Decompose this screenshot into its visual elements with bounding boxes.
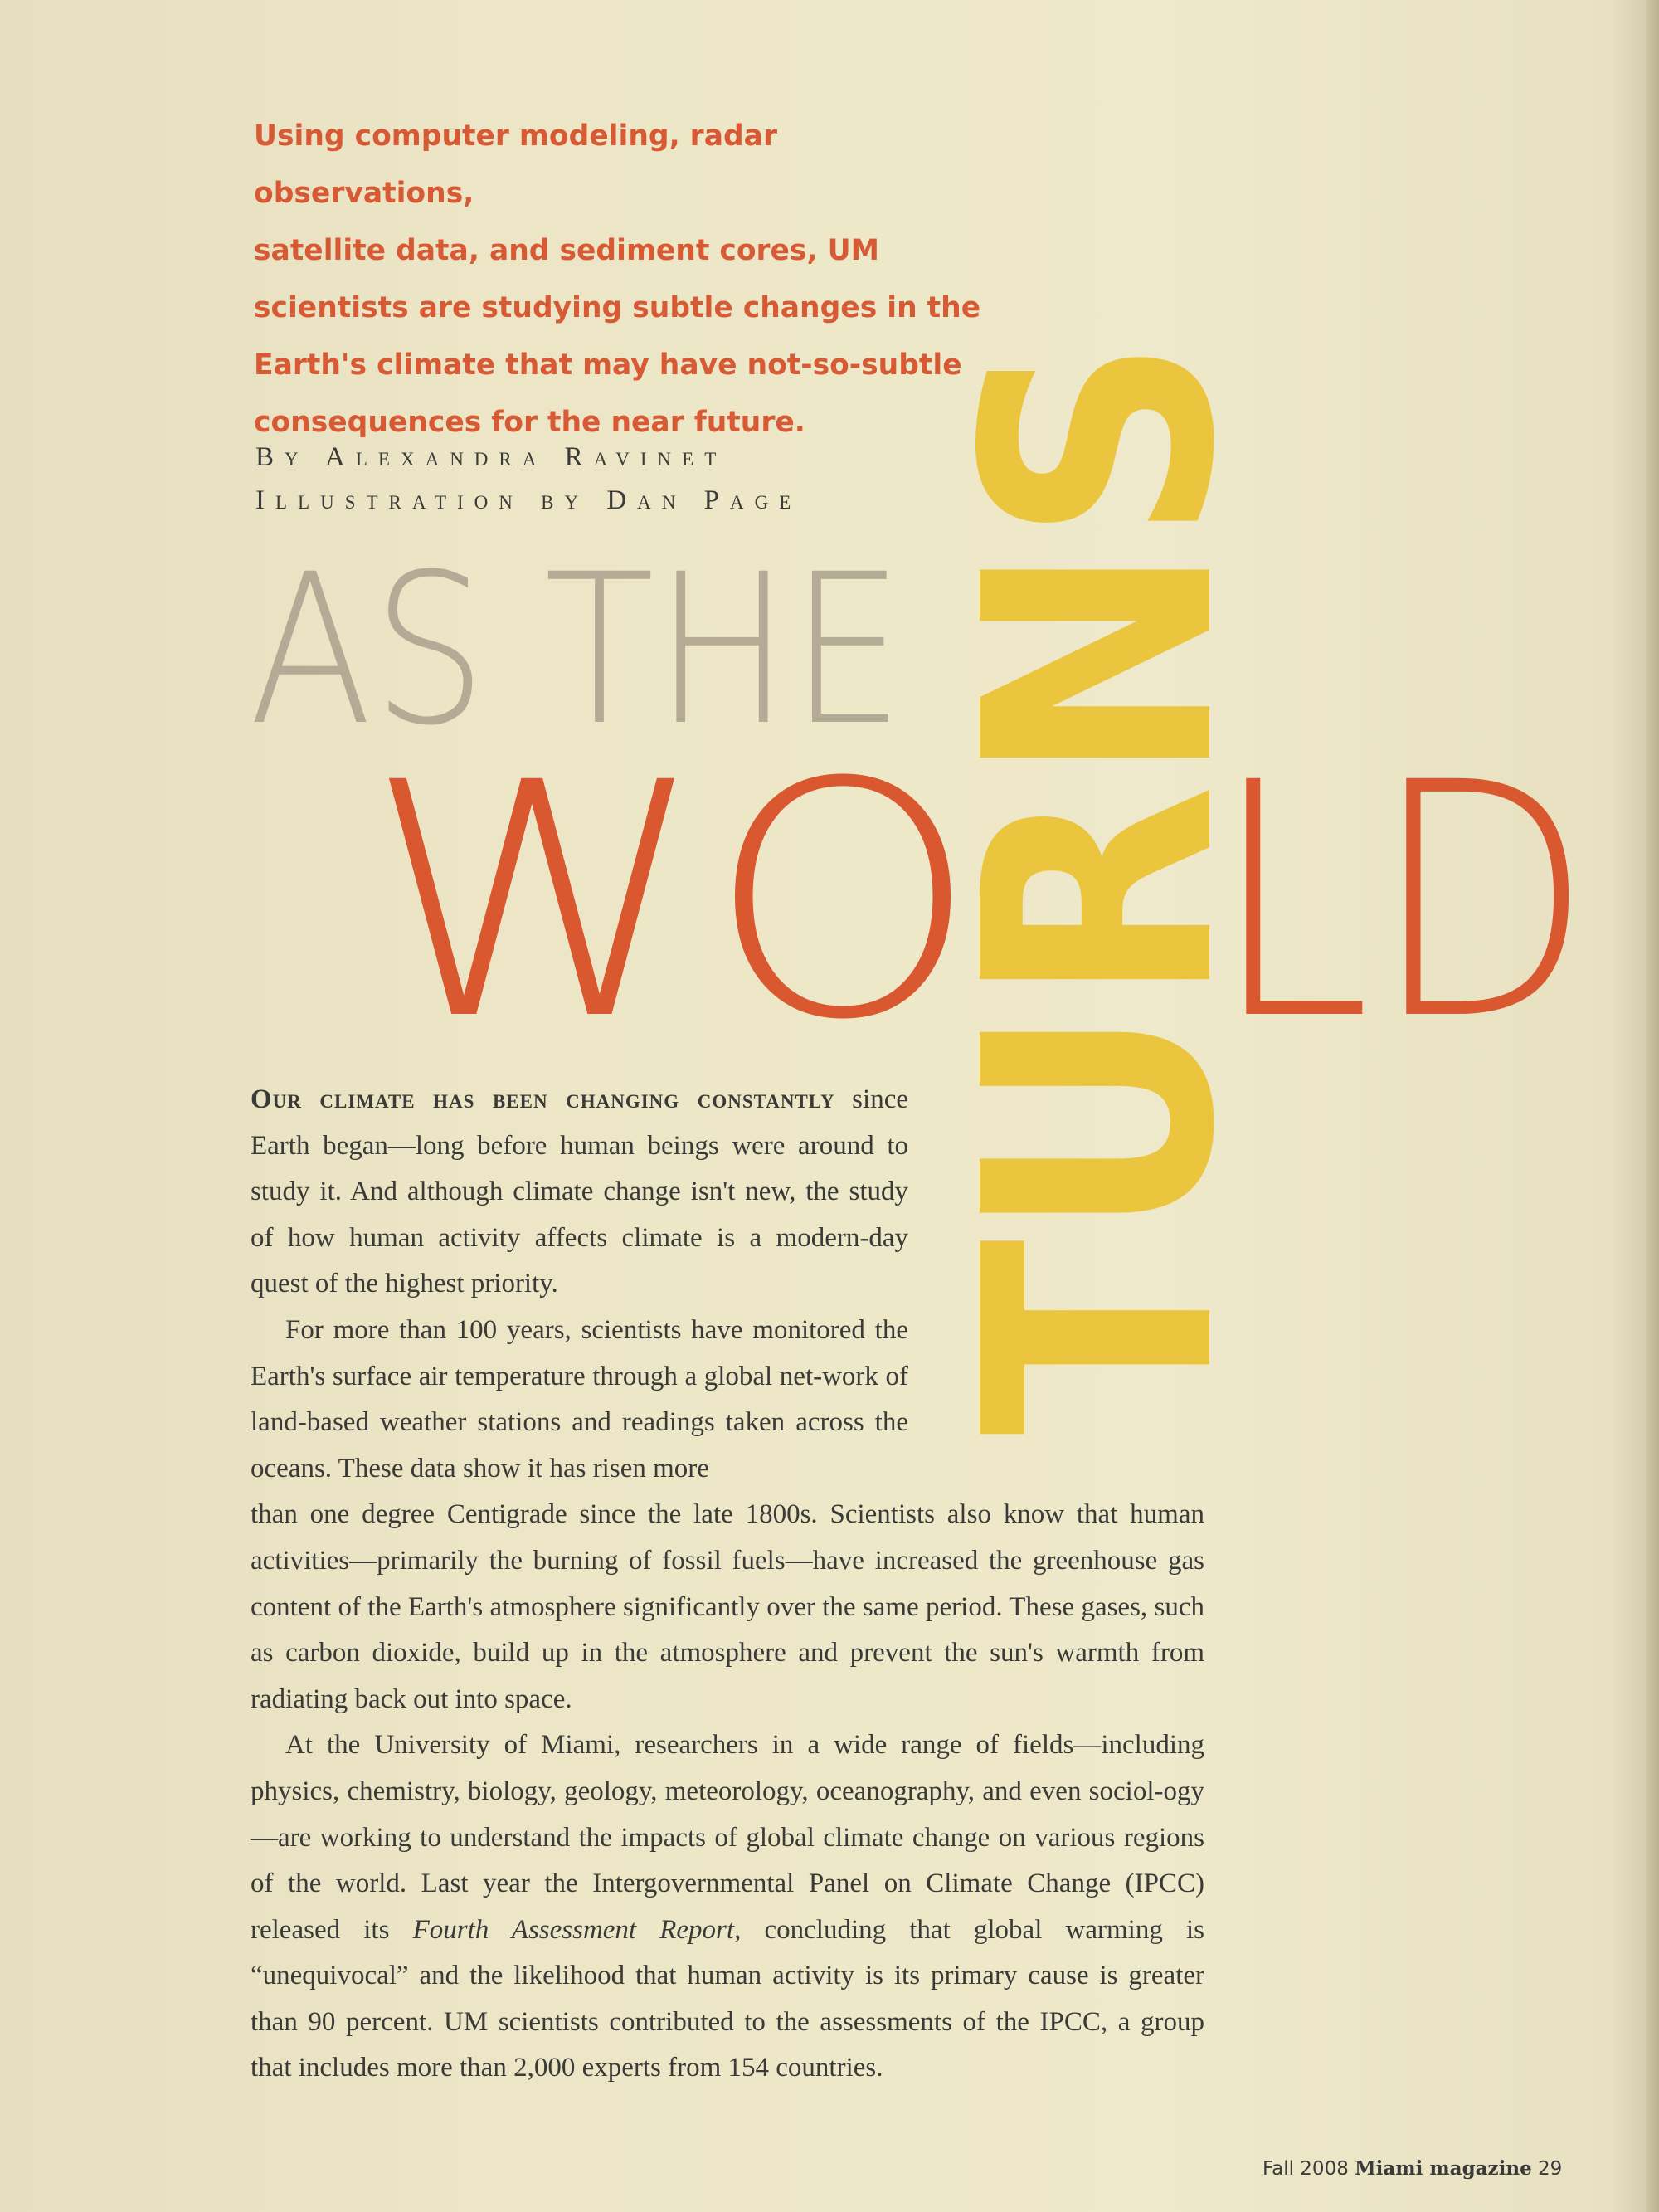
- deck-line: scientists are studying subtle changes in the: [254, 291, 981, 324]
- paragraph-2-wide: than one degree Centigrade since the late 1800s. Scientists also know that human activities—primarily the burning of fossil fuels—have increased the greenhouse gas content of the Earth's atmosphere significantly over the same period. These gases, such as carbon dioxide, build up in the atmosphere and prevent the sun's warmth from radiating back out into space.: [251, 1499, 1204, 1714]
- headline-ld: LD: [1211, 714, 1593, 1090]
- footer-season: Fall 2008: [1262, 2158, 1355, 2180]
- paragraph-3-text-a: At the University of Miami, researchers in a wide range of fields—including physics, chemistry, biology, geology, meteorology, oceanography, and even sociol-ogy—are working to understand the impacts of global climate change on various regions of the world. Last year the Intergovernmental Panel on Climate Change (IPCC) released its: [251, 1730, 1204, 1945]
- paragraph-2-narrow: For more than 100 years, scientists have monitored the Earth's surface air temperature through a global net-work of land-based weather stations and readings taken across the oceans. These data show it has risen more: [251, 1314, 908, 1484]
- article-body: [251, 1077, 1204, 2092]
- headline-as-the: AS THE: [249, 529, 904, 771]
- deck-line: satellite data, and sediment cores, UM: [254, 234, 879, 267]
- footer-magazine-name: Miami magazine: [1355, 2157, 1532, 2180]
- paragraph-1: [251, 1077, 908, 1308]
- byline-illustrator: Illustration by Dan Page: [255, 485, 802, 515]
- footer-page-number: 29: [1531, 2158, 1563, 2180]
- headline-turns: TURNS: [917, 230, 1284, 1435]
- paragraph-3-text-b: , concluding that global warming is “unequivocal” and the likelihood that human activity is its primary cause is greater than 90 percent. UM scientists contributed to the assessments of the IPCC, a group that includes more than 2,000 experts from 154 countries.: [251, 1914, 1204, 2083]
- lead-in: Our climate has been changing constantly: [251, 1084, 835, 1114]
- report-title: Fourth Assessment Report: [412, 1914, 735, 1945]
- headline-wo: WO: [365, 714, 979, 1090]
- paragraph-3: [251, 1722, 1204, 2092]
- deck-line: Using computer modeling, radar observations,: [254, 119, 777, 210]
- deck-line: consequences for the near future.: [254, 406, 805, 439]
- deck-line: Earth's climate that may have not-so-subtle: [254, 348, 962, 382]
- page-footer: [1262, 2157, 1562, 2180]
- paragraph-1-text: since Earth began—long before human beings were around to study it. And although climate change isn't new, the study of how human activity affects climate is a modern-day quest of the highest priority.: [251, 1084, 908, 1299]
- byline-author: By Alexandra Ravinet: [255, 442, 727, 472]
